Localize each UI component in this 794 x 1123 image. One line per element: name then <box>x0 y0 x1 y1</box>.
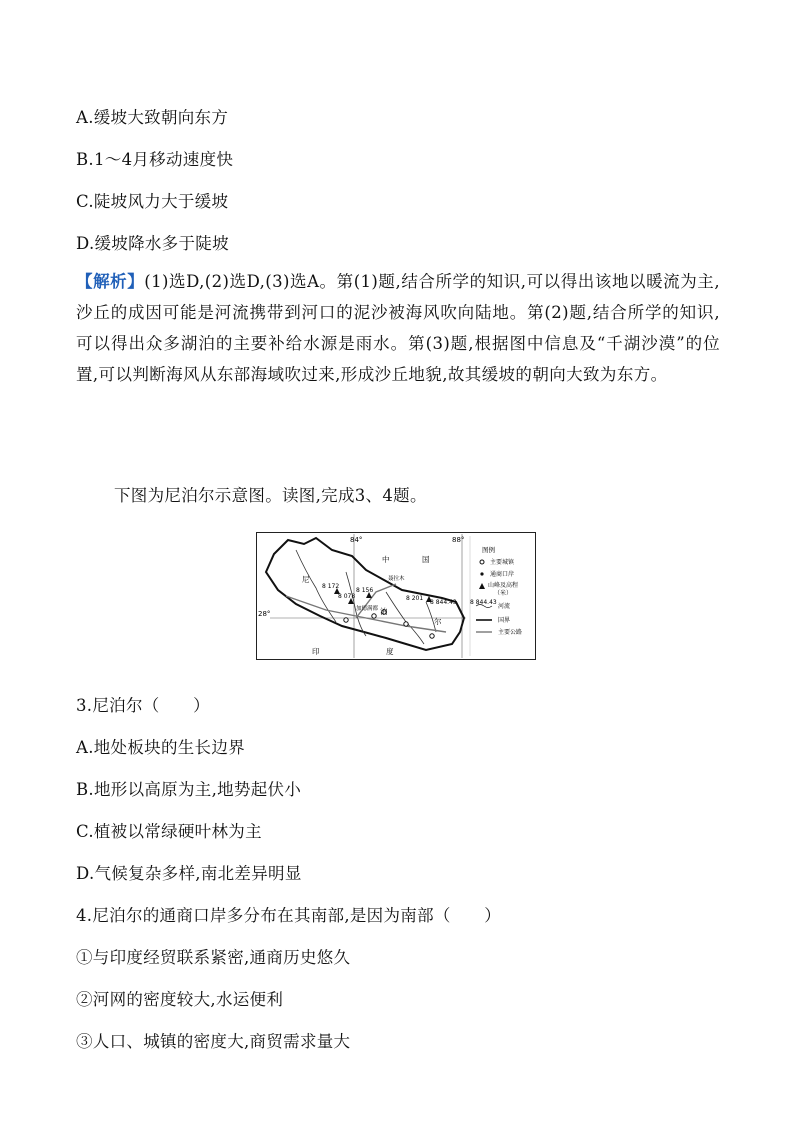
lon-88-label: 88° <box>452 536 465 544</box>
q3-option-c: C.植被以常绿硬叶林为主 <box>76 822 262 841</box>
q4-item-2: ②河网的密度较大,水运便利 <box>76 990 284 1009</box>
option-b: B.1～4月移动速度快 <box>76 150 234 169</box>
city-marker <box>372 614 376 618</box>
analysis-text: (1)选D,(2)选D,(3)选A。第(1)题,结合所学的知识,可以得出该地以暖流为主,沙丘的成因可能是河流携带到河口的泥沙被海风吹向陆地。第(2)题,结合所学的知识,可以得出众多湖泊的主要补给水源是雨水。第(3)题,根据图中信息及“千湖沙漠”的位置,可以判断海风从东部海域吹过来,形成沙丘地貌,故其缓坡的朝向大致为东方。 <box>76 272 720 384</box>
label-ni: 尼 <box>302 575 310 584</box>
legend-road: 主要公路 <box>498 629 523 636</box>
label-china-zhong: 中 <box>382 555 390 564</box>
intro-text: 下图为尼泊尔示意图。读图,完成3、4题。 <box>114 486 427 505</box>
lon-84-label: 84° <box>350 536 363 544</box>
label-bo: 泊 <box>380 607 388 616</box>
legend-title: 图例 <box>482 546 495 554</box>
legend-city: 主要城镇 <box>490 559 515 566</box>
q3-option-d: D.气候复杂多样,南北差异明显 <box>76 864 302 883</box>
legend-peak: 山峰及高程 <box>488 582 519 589</box>
q3-option-a: A.地处板块的生长边界 <box>76 738 245 757</box>
city-marker <box>430 634 434 638</box>
option-c: C.陡坡风力大于缓坡 <box>76 192 229 211</box>
peak-label: 8 201 <box>406 595 424 602</box>
peak-label: 8 844.43 <box>470 599 497 606</box>
q3-option-b: B.地形以高原为主,地势起伏小 <box>76 780 302 799</box>
peak-label: 8 156 <box>356 587 374 594</box>
q4-item-3: ③人口、城镇的密度大,商贸需求量大 <box>76 1032 351 1051</box>
q4-stem: 4.尼泊尔的通商口岸多分布在其南部,是因为南部（ ） <box>76 906 502 925</box>
label-india-du: 度 <box>386 647 394 656</box>
city-label: 加德满都 <box>356 606 379 612</box>
legend-peak-unit: （米） <box>494 590 513 597</box>
peak-label: 8 078 <box>338 593 356 600</box>
legend-border: 国界 <box>498 617 511 624</box>
lat-28-label: 28° <box>258 610 271 618</box>
label-er: 尔 <box>434 617 442 626</box>
peak-label: 8 172 <box>322 583 340 590</box>
city-marker <box>404 622 408 626</box>
q4-item-1: ①与印度经贸联系紧密,通商历史悠久 <box>76 948 351 967</box>
city-marker <box>344 618 348 622</box>
analysis-paragraph <box>76 266 720 390</box>
q3-stem: 3.尼泊尔（ ） <box>76 696 210 715</box>
label-india-yin: 印 <box>312 647 320 656</box>
legend-port: 通商口岸 <box>490 571 515 578</box>
nyalam-label: 聂拉木 <box>388 576 405 582</box>
nepal-map <box>256 532 536 660</box>
option-a: A.缓坡大致朝向东方 <box>76 108 229 127</box>
analysis-tag: 【解析】 <box>76 272 145 291</box>
peak-label: 8 844.43 <box>430 599 457 606</box>
label-china-guo: 国 <box>422 555 430 564</box>
legend-river: 河流 <box>498 603 511 610</box>
option-d: D.缓坡降水多于陡坡 <box>76 234 229 253</box>
